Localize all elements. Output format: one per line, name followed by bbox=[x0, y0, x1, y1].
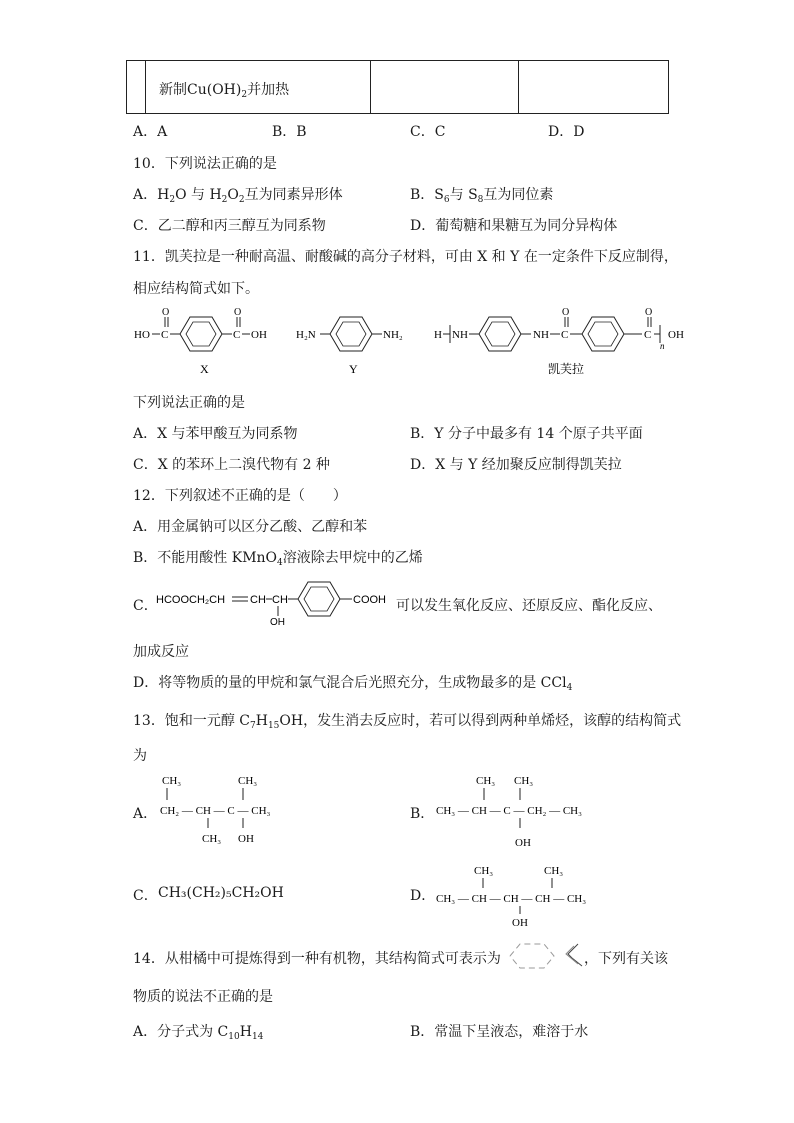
q11-option-c: C．X 的苯环上二溴代物有 2 种 bbox=[133, 457, 330, 473]
q12-option-c-text: 可以发生氧化反应、还原反应、酯化反应、 bbox=[396, 598, 662, 614]
q12-option-c-line2: 加成反应 bbox=[133, 644, 189, 660]
q14-option-b: B．常温下呈液态，难溶于水 bbox=[410, 1024, 589, 1040]
q13-a-ch3-bottom: CH₃ bbox=[202, 833, 222, 845]
q10-option-c: C．乙二醇和丙三醇互为同系物 bbox=[133, 218, 326, 234]
q11-option-d: D．X 与 Y 经加聚反应制得凯芙拉 bbox=[410, 457, 622, 473]
q12-c-cooh: COOH bbox=[353, 594, 386, 606]
kevlar-oh-label: OH bbox=[668, 329, 684, 341]
x-oh-label: OH bbox=[251, 329, 267, 341]
table-cell-reagent: 新制$Cu(OH)_2$并加热 bbox=[159, 82, 290, 100]
q9-option-b: B．B bbox=[272, 124, 307, 140]
q13-b-oh: OH bbox=[515, 837, 531, 849]
q13-d-oh: OH bbox=[512, 917, 528, 929]
q14-option-a: A．分子式为 $C_{10}H_{14}$ bbox=[133, 1024, 264, 1042]
q13-a-ch3-top-1: CH₃ bbox=[162, 775, 182, 787]
q13-d-ch3-top-1: CH₃ bbox=[474, 865, 494, 877]
q12-c-ch-1: CH bbox=[250, 594, 266, 606]
q13-b-ch3-top-1: CH₃ bbox=[476, 775, 496, 787]
x-oxygen-2: O bbox=[234, 307, 242, 318]
q12-option-d: D．将等物质的量的甲烷和氯气混合后光照充分，生成物最多的是 CCl$_4$ bbox=[133, 675, 573, 693]
q9-option-a: A．A bbox=[133, 124, 168, 140]
x-caption: X bbox=[200, 362, 209, 376]
q14-stem-line2: 物质的说法不正确的是 bbox=[133, 989, 273, 1005]
q10-option-b: B．$S_6$与 $S_8$互为同位素 bbox=[410, 187, 554, 205]
kevlar-nh-1: NH bbox=[452, 329, 468, 341]
structure-y bbox=[296, 317, 403, 376]
q13-b-main-chain: CH₃ — CH — C — CH₂ — CH₃ bbox=[436, 805, 582, 817]
structure-x bbox=[134, 307, 267, 376]
q13-option-d-structure bbox=[432, 860, 622, 932]
x-ho-label: HO bbox=[134, 329, 150, 341]
q13-option-c-formula: CH₃(CH₂)₅CH₂OH bbox=[158, 885, 284, 901]
q11-sub-stem: 下列说法正确的是 bbox=[133, 395, 245, 411]
q13-stem: 13．饱和一元醇 $C_7H_{15}OH$，发生消去反应时，若可以得到两种单烯烃，该醇的结构简式 bbox=[133, 713, 682, 731]
q13-option-d-label: D． bbox=[410, 888, 436, 904]
q13-option-a-label: A． bbox=[133, 806, 158, 822]
q12-option-b: B．不能用酸性 KMnO$_4$溶液除去甲烷中的乙烯 bbox=[133, 550, 423, 568]
q13-option-a-structure bbox=[154, 770, 304, 850]
x-carbonyl-c2: C bbox=[233, 329, 241, 341]
kevlar-carbonyl-c2: C bbox=[644, 329, 652, 341]
q13-a-oh: OH bbox=[238, 833, 254, 845]
q12-stem: 12．下列叙述不正确的是（ ） bbox=[133, 488, 347, 504]
y-nh2-label: NH₂ bbox=[383, 329, 403, 341]
q11-stem-line2: 相应结构简式如下。 bbox=[133, 281, 259, 297]
q13-b-ch3-top-2: CH₃ bbox=[514, 775, 534, 787]
structure-kevlar bbox=[434, 307, 684, 376]
kevlar-carbonyl-c1: C bbox=[561, 329, 569, 341]
q13-option-c-label: C． bbox=[133, 888, 158, 904]
kevlar-subscript-n: n bbox=[660, 341, 665, 351]
q10-stem: 10．下列说法正确的是 bbox=[133, 156, 277, 172]
y-h2n-label: H₂N bbox=[296, 329, 316, 341]
table-divider bbox=[370, 61, 371, 113]
q13-d-main-chain: CH₃ — CH — CH — CH — CH₃ bbox=[436, 893, 587, 905]
kevlar-oxygen-2: O bbox=[645, 307, 653, 318]
q13-d-ch3-top-2: CH₃ bbox=[544, 865, 564, 877]
q10-option-a: A．$H_2O$ 与 $H_2O_2$互为同素异形体 bbox=[133, 187, 343, 205]
q13-option-b-structure bbox=[432, 770, 612, 850]
q9-option-d: D．D bbox=[548, 124, 585, 140]
q12-c-ester-label: HCOOCH₂CH bbox=[156, 594, 226, 606]
q14-structure-image bbox=[506, 940, 586, 974]
q11-option-a: A．X 与苯甲酸互为同系物 bbox=[133, 426, 298, 442]
table-divider bbox=[518, 61, 519, 113]
q10-option-d: D．葡萄糖和果糖互为同分异构体 bbox=[410, 218, 618, 234]
q13-a-main-chain: CH₂ — CH — C — CH₃ bbox=[160, 805, 271, 817]
q13-option-b-label: B． bbox=[410, 806, 435, 822]
q12-option-a: A．用金属钠可以区分乙酸、乙醇和苯 bbox=[133, 519, 368, 535]
q12-option-c-structure bbox=[154, 578, 394, 628]
table-divider bbox=[145, 61, 146, 113]
kevlar-h-label: H bbox=[434, 329, 442, 341]
x-oxygen-1: O bbox=[162, 307, 170, 318]
q11-stem-line1: 11．凯芙拉是一种耐高温、耐酸碱的高分子材料，可由 X 和 Y 在一定条件下反应制得， bbox=[133, 249, 678, 265]
q9-option-c: C．C bbox=[410, 124, 446, 140]
q11-structures bbox=[130, 305, 690, 385]
kevlar-oxygen-1: O bbox=[562, 307, 570, 318]
x-carbonyl-c1: C bbox=[161, 329, 169, 341]
q14-stem-tail: ，下列有关该 bbox=[584, 951, 668, 967]
q13-a-ch3-top-2: CH₃ bbox=[238, 775, 258, 787]
q13-stem-line2: 为 bbox=[133, 748, 147, 764]
q14-stem: 14．从柑橘中可提炼得到一种有机物，其结构简式可表示为 bbox=[133, 951, 501, 967]
reagent-table bbox=[126, 60, 669, 114]
kevlar-caption: 凯芙拉 bbox=[548, 362, 585, 376]
kevlar-nh-2: NH bbox=[533, 329, 549, 341]
q12-option-c-label: C． bbox=[133, 598, 158, 614]
y-caption: Y bbox=[349, 362, 358, 376]
q12-c-ch-2: CH bbox=[272, 594, 288, 606]
q12-c-oh: OH bbox=[270, 617, 285, 628]
q11-option-b: B．Y 分子中最多有 14 个原子共平面 bbox=[410, 426, 643, 442]
